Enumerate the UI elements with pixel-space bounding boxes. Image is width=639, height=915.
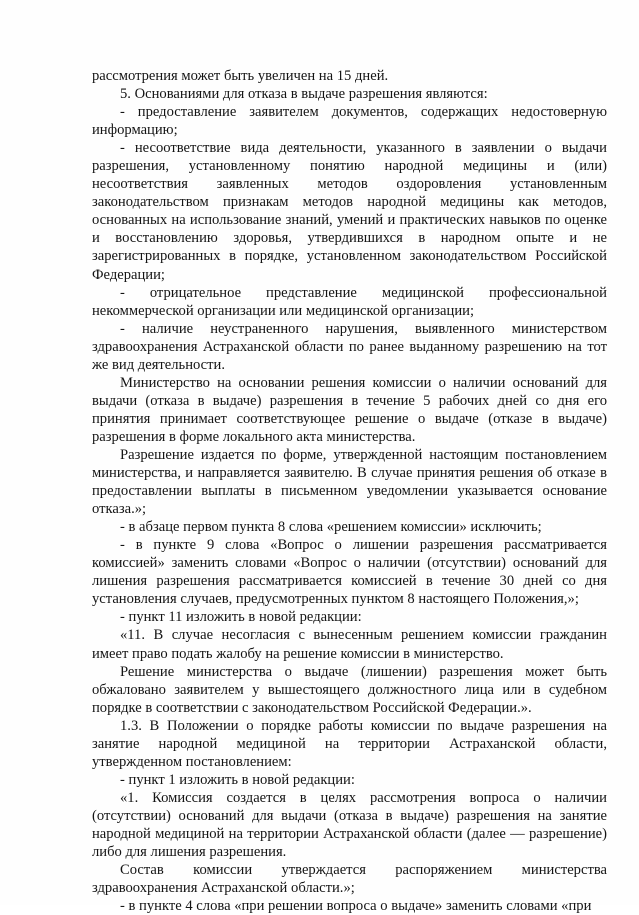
- paragraph: - отрицательное представление медицинской профессиональной некоммерческой организации или медицинской организации;: [92, 284, 607, 319]
- paragraph: - пункт 11 изложить в новой редакции:: [120, 609, 362, 626]
- document-body: [92, 67, 607, 915]
- paragraph: Решение министерства о выдаче (лишении) разрешения может быть обжаловано заявителем у вышестоящего должностного лица или в судебном порядке в соответствии с законодательством Российской Федерации.».: [92, 663, 607, 716]
- paragraph: Министерство на основании решения комиссии о наличии оснований для выдачи (отказа в выдаче) разрешения в течение 5 рабочих дней со дня его принятия принимает соответствующее решение о выдаче (отказе в выдаче) разрешения в форме локального акта министерства.: [92, 374, 607, 445]
- paragraph: - предоставление заявителем документов, содержащих недостоверную информацию;: [92, 104, 607, 139]
- paragraph: Состав комиссии утверждается распоряжением министерства здравоохранения Астраханской области.»;: [92, 862, 607, 897]
- paragraph: - в пункте 4 слова «при решении вопроса о выдаче» заменить словами «при: [120, 898, 592, 915]
- paragraph: - пункт 1 изложить в новой редакции:: [120, 771, 355, 788]
- paragraph: - в абзаце первом пункта 8 слова «решением комиссии» исключить;: [120, 519, 542, 536]
- paragraph: - несоответствие вида деятельности, указанного в заявлении о выдачи разрешения, установленному понятию народной медицины и (или) несоответствия заявленных методов оздоровления установленным законодательством признакам методов народной медицины как методов, основанных на использование знаний, умений и практических навыков по оценке и восстановлению здоровья, утвердившихся в народном опыте и не зарегистрированных в порядке, установленном законодательством Российской Федерации;: [92, 140, 607, 283]
- paragraph: - наличие неустраненного нарушения, выявленного министерством здравоохранения Астраханской области по ранее выданному разрешению на тот же вид деятельности.: [92, 320, 607, 373]
- paragraph: 5. Основаниями для отказа в выдаче разрешения являются:: [120, 86, 488, 103]
- paragraph: - в пункте 9 слова «Вопрос о лишении разрешения рассматривается комиссией» заменить словами «Вопрос о наличии (отсутствии) оснований для лишения разрешения рассматривается комиссией в течение 30 дней со дня установления случаев, предусмотренных пунктом 8 настоящего Положения,»;: [92, 537, 607, 608]
- paragraph: «1. Комиссия создается в целях рассмотрения вопроса о наличии (отсутствии) оснований для выдачи (отказа в выдаче) разрешения на занятие народной медициной на территории Астраханской области (далее — разрешение) либо для лишения разрешения.: [92, 789, 607, 861]
- paragraph: Разрешение издается по форме, утвержденной настоящим постановлением министерства, и направляется заявителю. В случае принятия решения об отказе в предоставлении выплаты в письменном уведомлении указывается основание отказа.»;: [92, 446, 607, 518]
- paragraph: «11. В случае несогласия с вынесенным решением комиссии гражданин имеет право подать жалобу на решение комиссии в министерство.: [92, 627, 607, 662]
- paragraph: 1.3. В Положении о порядке работы комиссии по выдаче разрешения на занятие народной медициной на территории Астраханской области, утвержденном постановлением:: [92, 717, 607, 770]
- paragraph: рассмотрения может быть увеличен на 15 дней.: [92, 68, 389, 84]
